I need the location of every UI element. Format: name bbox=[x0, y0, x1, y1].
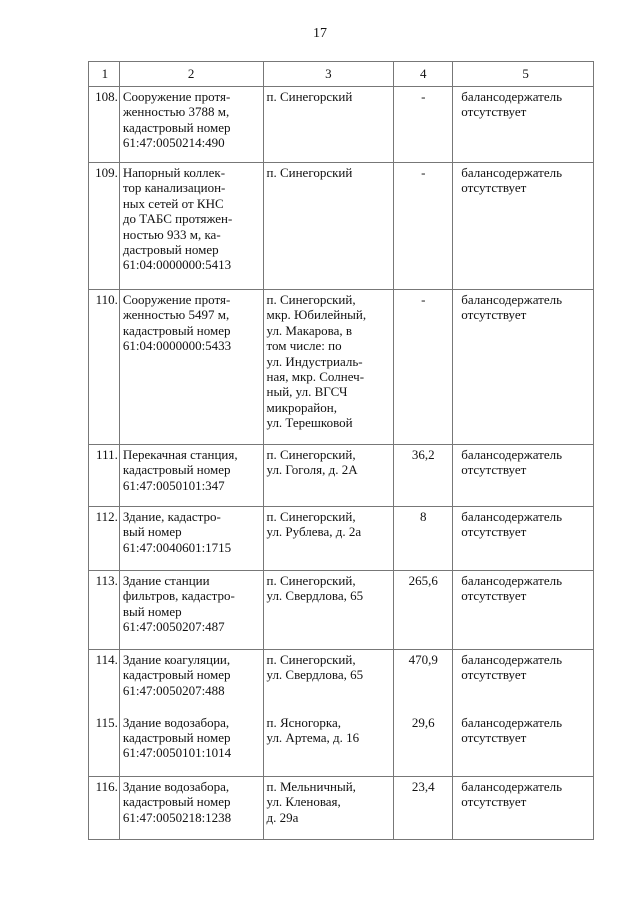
object-area: 470,9 bbox=[394, 650, 453, 713]
object-area: 23,4 bbox=[394, 777, 453, 840]
balance-holder: балансодержатель отсутствует bbox=[453, 87, 594, 163]
object-area: 265,6 bbox=[394, 571, 453, 650]
page-number: 17 bbox=[313, 26, 327, 41]
object-name: Сооружение протя- женностью 5497 м, кадастровый номер 61:04:0000000:5433 bbox=[119, 290, 263, 445]
table-row bbox=[89, 507, 594, 571]
balance-holder: балансодержатель отсутствует bbox=[453, 445, 594, 507]
object-name: Сооружение протя- женностью 3788 м, кадастровый номер 61:47:0050214:490 bbox=[119, 87, 263, 163]
object-address: п. Синегорский, ул. Рублева, д. 2а bbox=[263, 507, 394, 571]
balance-holder: балансодержатель отсутствует bbox=[453, 507, 594, 571]
object-name: Здание станции фильтров, кадастро- вый номер 61:47:0050207:487 bbox=[119, 571, 263, 650]
object-address: п. Ясногорка, ул. Артема, д. 16 bbox=[263, 713, 394, 777]
column-header-2: 2 bbox=[119, 62, 263, 87]
object-name: Здание водозабора, кадастровый номер 61:47:0050101:1014 bbox=[119, 713, 263, 777]
table-row bbox=[89, 713, 594, 777]
object-area: - bbox=[394, 290, 453, 445]
balance-holder: балансодержатель отсутствует bbox=[453, 290, 594, 445]
row-number: 108. bbox=[89, 87, 120, 163]
row-number: 116. bbox=[89, 777, 120, 840]
object-address: п. Синегорский, ул. Свердлова, 65 bbox=[263, 571, 394, 650]
table-row bbox=[89, 163, 594, 290]
table-row bbox=[89, 571, 594, 650]
row-number: 110. bbox=[89, 290, 120, 445]
row-number: 109. bbox=[89, 163, 120, 290]
object-area: - bbox=[394, 87, 453, 163]
object-area: - bbox=[394, 163, 453, 290]
row-number: 114. bbox=[89, 650, 120, 713]
object-address: п. Синегорский, ул. Гоголя, д. 2А bbox=[263, 445, 394, 507]
object-name: Здание водозабора, кадастровый номер 61:47:0050218:1238 bbox=[119, 777, 263, 840]
table-row bbox=[89, 87, 594, 163]
table-row bbox=[89, 777, 594, 840]
object-area: 8 bbox=[394, 507, 453, 571]
table-row bbox=[89, 290, 594, 445]
object-address: п. Синегорский, ул. Свердлова, 65 bbox=[263, 650, 394, 713]
object-name: Перекачная станция, кадастровый номер 61:47:0050101:347 bbox=[119, 445, 263, 507]
table-row bbox=[89, 650, 594, 713]
balance-holder: балансодержатель отсутствует bbox=[453, 713, 594, 777]
column-header-3: 3 bbox=[263, 62, 394, 87]
row-number: 113. bbox=[89, 571, 120, 650]
object-name: Здание коагуляции, кадастровый номер 61:47:0050207:488 bbox=[119, 650, 263, 713]
row-number: 112. bbox=[89, 507, 120, 571]
column-header-5: 5 bbox=[453, 62, 594, 87]
balance-holder: балансодержатель отсутствует bbox=[453, 777, 594, 840]
object-name: Напорный коллек- тор канализацион- ных сетей от КНС до ТАБС протяжен- ностью 933 м, ка- дастровый номер 61:04:0000000:5413 bbox=[119, 163, 263, 290]
balance-holder: балансодержатель отсутствует bbox=[453, 163, 594, 290]
object-address: п. Синегорский, мкр. Юбилейный, ул. Макарова, в том числе: по ул. Индустриаль- ная, мкр. Солнеч- ный, ул. ВГСЧ микрорайон, ул. Терешковой bbox=[263, 290, 394, 445]
balance-holder: балансодержатель отсутствует bbox=[453, 650, 594, 713]
table-row bbox=[89, 445, 594, 507]
object-name: Здание, кадастро- вый номер 61:47:0040601:1715 bbox=[119, 507, 263, 571]
row-number: 111. bbox=[89, 445, 120, 507]
object-address: п. Мельничный, ул. Кленовая, д. 29а bbox=[263, 777, 394, 840]
object-area: 29,6 bbox=[394, 713, 453, 777]
table-header-row bbox=[89, 62, 594, 87]
object-address: п. Синегорский bbox=[263, 87, 394, 163]
column-header-4: 4 bbox=[394, 62, 453, 87]
balance-holder: балансодержатель отсутствует bbox=[453, 571, 594, 650]
property-table bbox=[88, 61, 594, 840]
object-area: 36,2 bbox=[394, 445, 453, 507]
column-header-1: 1 bbox=[89, 62, 120, 87]
object-address: п. Синегорский bbox=[263, 163, 394, 290]
row-number: 115. bbox=[89, 713, 120, 777]
